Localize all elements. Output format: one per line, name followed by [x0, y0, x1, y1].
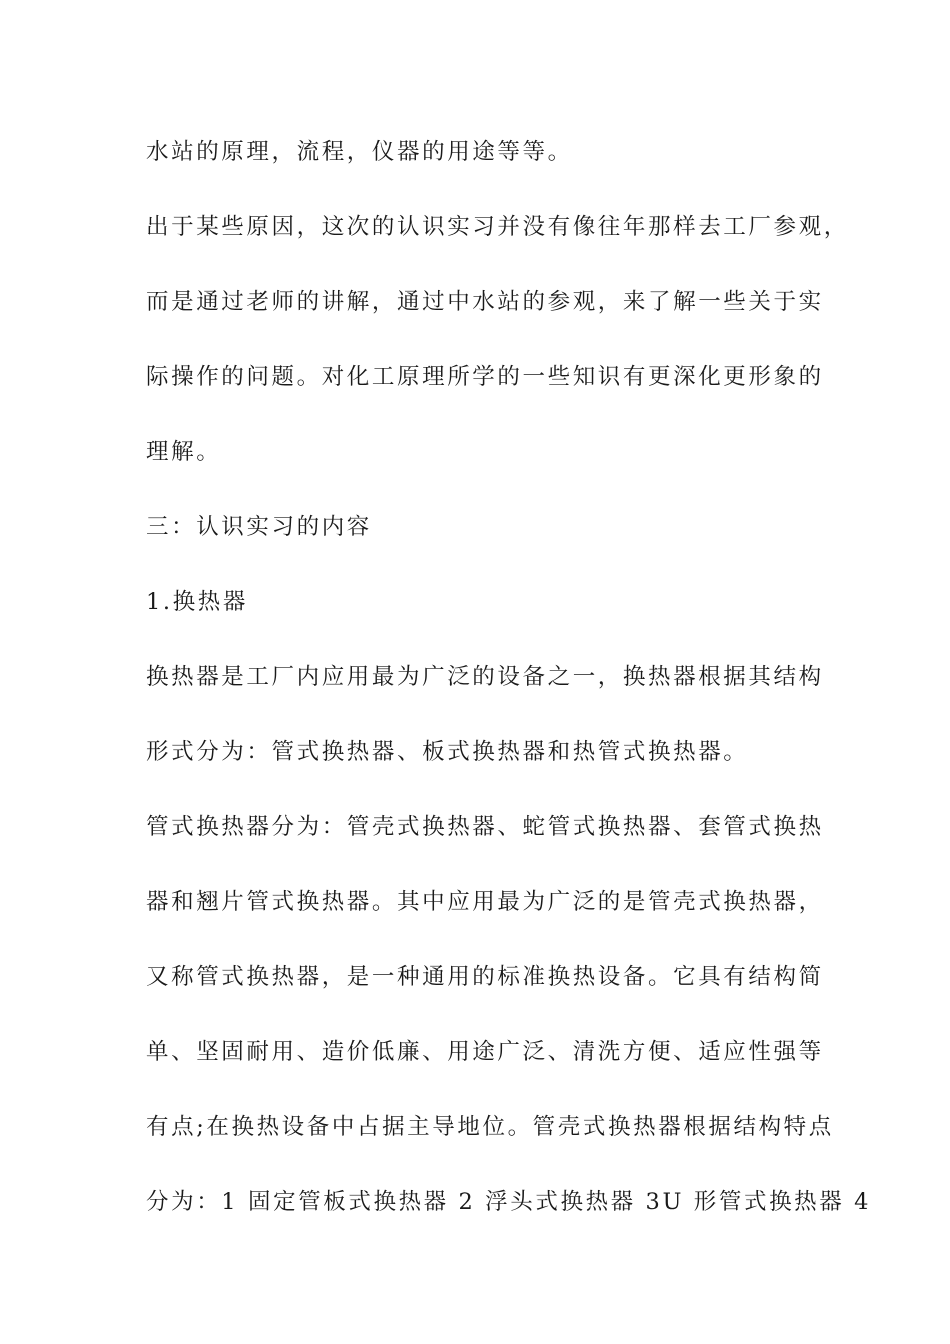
paragraph-line: 单、坚固耐用、造价低廉、用途广泛、清洗方便、适应性强等: [146, 1039, 824, 1065]
paragraph-line: 水站的原理，流程，仪器的用途等等。: [146, 139, 573, 165]
paragraph-line: 形式分为：管式换热器、板式换热器和热管式换热器。: [146, 739, 749, 765]
paragraph-line: 出于某些原因，这次的认识实习并没有像往年那样去工厂参观，: [146, 214, 849, 240]
paragraph-line: 有点;在换热设备中占据主导地位。管壳式换热器根据结构特点: [146, 1114, 834, 1140]
paragraph-line: 分为：1 固定管板式换热器 2 浮头式换热器 3U 形管式换热器 4: [146, 1189, 872, 1215]
paragraph-line: 器和翘片管式换热器。其中应用最为广泛的是管壳式换热器，: [146, 889, 824, 915]
subsection-heading: 1.换热器: [146, 589, 248, 615]
paragraph-line: 又称管式换热器，是一种通用的标准换热设备。它具有结构简: [146, 964, 824, 990]
paragraph-line: 换热器是工厂内应用最为广泛的设备之一，换热器根据其结构: [146, 664, 824, 690]
section-heading: 三：认识实习的内容: [146, 514, 372, 540]
paragraph-line: 际操作的问题。对化工原理所学的一些知识有更深化更形象的: [146, 364, 824, 390]
paragraph-line: 理解。: [146, 439, 222, 465]
paragraph-line: 而是通过老师的讲解，通过中水站的参观，来了解一些关于实: [146, 289, 824, 315]
paragraph-line: 管式换热器分为：管壳式换热器、蛇管式换热器、套管式换热: [146, 814, 824, 840]
